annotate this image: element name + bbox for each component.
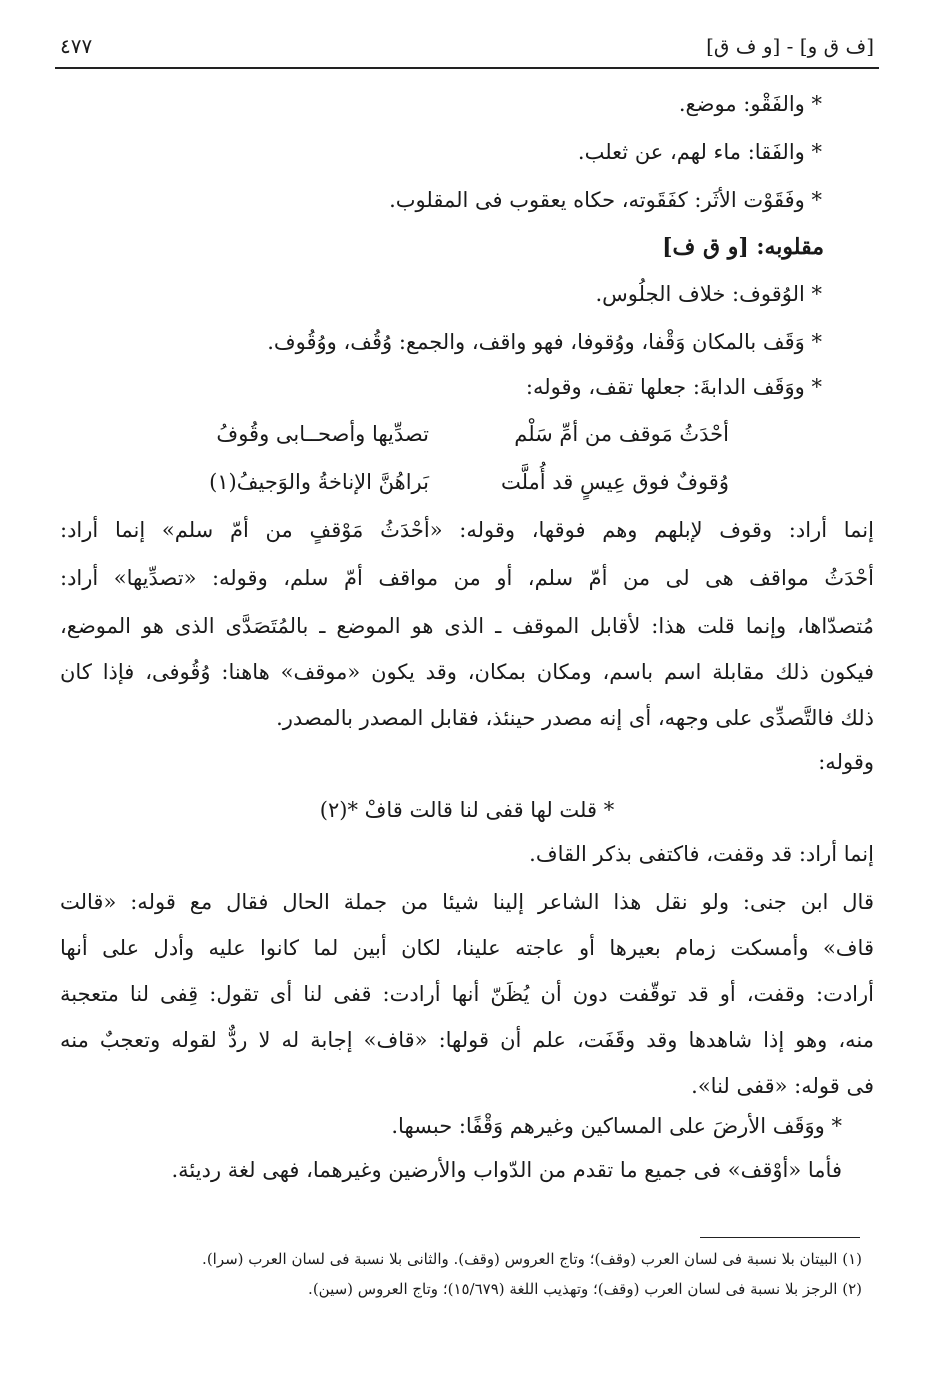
footnote: (٢) الرجز بلا نسبة فى لسان العرب (وقف)؛ وتهذيب اللغة (١٥/٦٧٩)؛ وتاج العروس (سين). [308,1280,862,1298]
entry-line: * وفَقَوْت الأثَر: كفَقَوته، حكاه يعقوب فى المقلوب. [389,188,822,212]
verse-hemistich: بَراهُنَّ الإناخةُ والوَجيفُ(١) [209,470,429,494]
verse-hemistich: تصدِّيها وأصحــابى وقُوفُ [216,422,429,446]
paragraph-line: قاف» وأمسكت زمام بعيرها أو عاجته علينا، لكان أبين لما كانوا عليه وأدل على أنها [60,936,874,960]
header-rule [55,67,879,69]
paragraph-line: مُتصدّاها، وإنما قلت هذا: لأقابل الموقف ـ الذى هو الموضع ـ بالمُتَصَدَّى الذى هو الموضع، [60,614,874,638]
paragraph-line: ذلك فالتَّصدِّى على وجهه، أى إنه مصدر حينئذ، فقابل المصدر بالمصدر. [276,706,874,730]
paragraph-line: قال ابن جنى: ولو نقل هذا الشاعر إلينا شيئا من جملة الحال فقال مع قوله: «قالت [60,890,874,914]
paragraph-line: منه، وهو إذا شاهدها وقد وقَفَت، علم أن قولها: «قاف» إجابة له لا ردٌّ لقوله وتعجبٌ منه [60,1028,874,1052]
entry-line: * ووَقَف الدابةَ: جعلها تقف، وقوله: [525,375,822,399]
paragraph-line: إنما أراد: وقوف لإبلهم وهم فوقها، وقوله: «أحْدَثُ مَوْقفٍ من أمّ سلم» إنما أراد: [60,518,874,542]
section-title: مقلوبه: [و ق ف] [662,234,824,260]
paragraph-line: إنما أراد: قد وقفت، فاكتفى بذكر القاف. [529,842,874,866]
paragraph-line: أرادت: وقفت، أو قد توقّفت دون أن يُظَنّ أنها أرادت: قفى لنا أى تقول: قِفى لنا متعجبة [60,982,874,1006]
page-number: ٤٧٧ [60,34,93,58]
paragraph-line: فيكون ذلك مقابلة اسم باسم، ومكان بمكان، وقد يكون «موقف» هاهنا: وُقُوفى، فإذا كان [60,660,874,684]
entry-line: * الوُقوف: خلاف الجلُوس. [595,282,822,306]
verse-line: * قلت لها قفى لنا قالت قافْ *(٢) [319,798,615,822]
paragraph-line: فأما «أوْقف» فى جميع ما تقدم من الدّواب والأرضين وغيرهما، فهى لغة رديئة. [171,1158,842,1182]
verse-hemistich: وُقوفٌ فوق عِيسٍ قد أُملَّت [500,470,729,494]
paragraph-line: وقوله: [818,750,874,774]
running-header [60,30,874,64]
paragraph-line: فى قوله: «قفى لنا». [691,1074,874,1098]
entry-line: * والفَقا: ماء لهم، عن ثعلب. [577,140,822,164]
footnote-rule [700,1237,860,1238]
entry-line: * وَقَف بالمكان وَقْفا، ووُقوفا، فهو واقف، والجمع: وُقُف، ووُقُوف. [267,330,822,354]
entry-line: * والفَقْو: موضع. [678,92,822,116]
header-title: [ف ق و] - [و ف ق] [706,34,874,58]
verse-hemistich: أحْدَثُ مَوقف من أمِّ سَلْم [514,422,729,446]
paragraph-line: أحْدَثُ مواقف هى لى من أمّ سلم، أو من مواقف أمّ سلم، وقوله: «تصدِّيها» أراد: [60,566,874,590]
entry-line: * ووَقَف الأرضَ على المساكين وغيرهم وَقْفًا: حبسها. [391,1114,842,1138]
footnote: (١) البيتان بلا نسبة فى لسان العرب (وقف)؛ وتاج العروس (وقف). والثانى بلا نسبة فى لسان العرب (سرا). [202,1250,862,1268]
